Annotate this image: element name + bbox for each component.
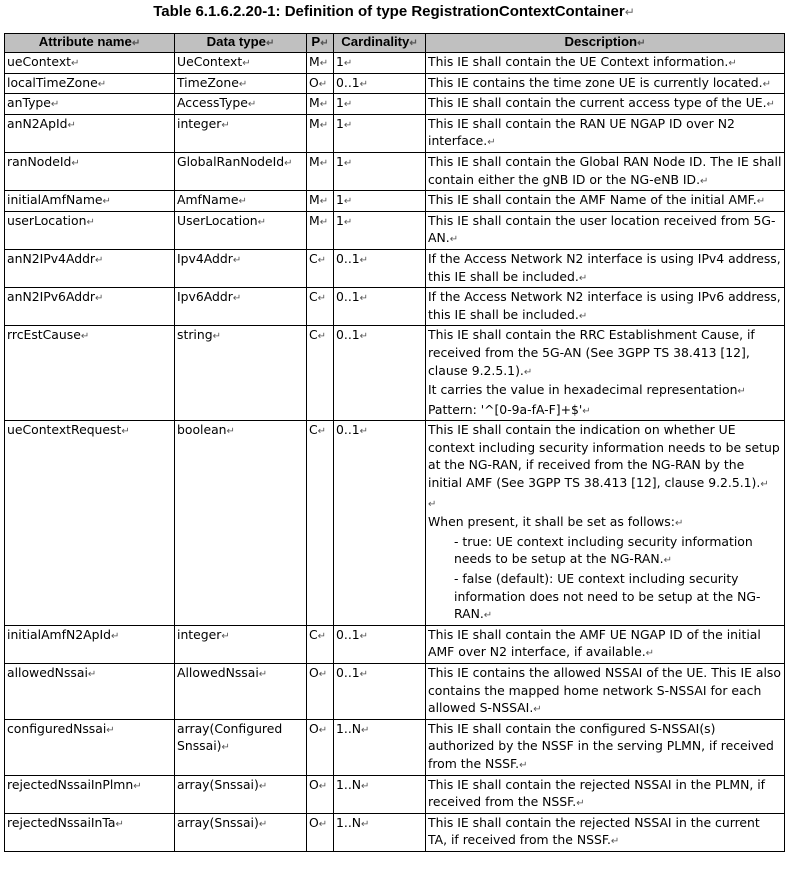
description-cell — [426, 191, 785, 212]
attribute-name-cell: allowedNssai↵ — [5, 664, 175, 720]
table-row — [5, 421, 785, 626]
description-text: This IE shall contain the rejected NSSAI in the current TA, if received from the NSSF.↵ — [428, 814, 760, 848]
data-type-cell: AllowedNssai↵ — [175, 664, 307, 720]
presence-cell: M↵ — [307, 53, 334, 74]
data-type-cell: UserLocation↵ — [175, 211, 307, 249]
data-type-cell: string↵ — [175, 326, 307, 421]
table-caption: Table 6.1.6.2.20-1: Definition of type RegistrationContextContainer↵ — [153, 3, 635, 20]
description-text: This IE shall contain the AMF UE NGAP ID of the initial AMF over N2 interface, if available.↵ — [428, 626, 761, 660]
data-type-cell: Ipv4Addr↵ — [175, 249, 307, 287]
presence-cell: C↵ — [307, 288, 334, 326]
cardinality-cell: 1↵ — [334, 114, 426, 152]
cardinality-cell: 0..1↵ — [334, 73, 426, 94]
data-type-cell: array(Snssai)↵ — [175, 775, 307, 813]
presence-cell: C↵ — [307, 326, 334, 421]
description-cell — [426, 53, 785, 74]
attribute-name-cell: ueContext↵ — [5, 53, 175, 74]
data-type-cell: AmfName↵ — [175, 191, 307, 212]
table-row — [5, 775, 785, 813]
presence-cell: M↵ — [307, 191, 334, 212]
data-type-cell: boolean↵ — [175, 421, 307, 626]
attribute-name-cell: anN2IPv4Addr↵ — [5, 249, 175, 287]
attribute-name-cell: userLocation↵ — [5, 211, 175, 249]
description-cell — [426, 421, 785, 626]
table-row — [5, 326, 785, 421]
data-type-cell: GlobalRanNodeId↵ — [175, 152, 307, 190]
description-cell — [426, 211, 785, 249]
attribute-name-cell: initialAmfName↵ — [5, 191, 175, 212]
presence-cell: O↵ — [307, 73, 334, 94]
cardinality-cell: 0..1↵ — [334, 326, 426, 421]
description-cell — [426, 813, 785, 851]
description-cell — [426, 775, 785, 813]
enum-item-false: - false (default): UE context including security information does not need to be setup at the NG-RAN.↵ — [454, 571, 761, 622]
table-row — [5, 288, 785, 326]
presence-cell: O↵ — [307, 719, 334, 775]
presence-cell: O↵ — [307, 813, 334, 851]
attribute-name-cell: anN2ApId↵ — [5, 114, 175, 152]
description-text: This IE shall contain the current access type of the UE.↵ — [428, 95, 775, 111]
attribute-name-cell: ranNodeId↵ — [5, 152, 175, 190]
description-cell — [426, 288, 785, 326]
table-row — [5, 625, 785, 663]
data-type-cell: integer↵ — [175, 114, 307, 152]
description-text: It carries the value in hexadecimal representation↵ — [428, 382, 746, 398]
table-row — [5, 152, 785, 190]
presence-cell: C↵ — [307, 249, 334, 287]
description-cell — [426, 249, 785, 287]
presence-cell: M↵ — [307, 94, 334, 115]
description-text: This IE shall contain the RAN UE NGAP ID over N2 interface.↵ — [428, 115, 735, 149]
table-row — [5, 73, 785, 94]
cardinality-cell: 1↵ — [334, 191, 426, 212]
description-cell — [426, 625, 785, 663]
cardinality-cell: 0..1↵ — [334, 421, 426, 626]
description-text: This IE shall contain the configured S-NSSAI(s) authorized by the NSSF in the serving PLMN, if received from the NSSF.↵ — [428, 720, 774, 771]
data-type-cell: array(Configured Snssai)↵ — [175, 719, 307, 775]
presence-cell: O↵ — [307, 664, 334, 720]
description-text: When present, it shall be set as follows:↵ — [428, 514, 684, 530]
table-row — [5, 191, 785, 212]
cardinality-cell: 1↵ — [334, 211, 426, 249]
description-cell — [426, 94, 785, 115]
description-cell — [426, 326, 785, 421]
cardinality-cell: 1..N↵ — [334, 813, 426, 851]
data-type-cell: Ipv6Addr↵ — [175, 288, 307, 326]
cardinality-cell: 1↵ — [334, 53, 426, 74]
attribute-name-cell: anN2IPv6Addr↵ — [5, 288, 175, 326]
description-cell — [426, 664, 785, 720]
enum-item-true: - true: UE context including security information needs to be setup at the NG-RAN.↵ — [454, 533, 753, 567]
description-text: This IE shall contain the rejected NSSAI in the PLMN, if received from the NSSF.↵ — [428, 776, 766, 810]
table-row — [5, 114, 785, 152]
cardinality-cell: 1..N↵ — [334, 719, 426, 775]
description-cell — [426, 73, 785, 94]
table-row — [5, 53, 785, 74]
table-body — [5, 53, 785, 852]
table-row — [5, 249, 785, 287]
attribute-name-cell: rejectedNssaiInTa↵ — [5, 813, 175, 851]
description-text: Pattern: '^[0-9a-fA-F]+$'↵ — [428, 401, 591, 417]
header-data-type: Data type↵ — [175, 34, 307, 53]
description-text: This IE shall contain the user location received from 5G-AN.↵ — [428, 212, 776, 246]
description-text: If the Access Network N2 interface is using IPv6 address, this IE shall be included.↵ — [428, 289, 781, 322]
table-row — [5, 94, 785, 115]
header-description: Description↵ — [426, 34, 785, 53]
description-text: This IE shall contain the AMF Name of the initial AMF.↵ — [428, 192, 766, 208]
data-type-cell: AccessType↵ — [175, 94, 307, 115]
header-attribute-name: Attribute name↵ — [5, 34, 175, 53]
cardinality-cell: 0..1↵ — [334, 249, 426, 287]
description-text: This IE shall contain the RRC Establishment Cause, if received from the 5G-AN (See 3GPP TS 38.413 [12], clause 9.2.5.1).↵ — [428, 327, 755, 378]
header-cardinality: Cardinality↵ — [334, 34, 426, 53]
table-row — [5, 719, 785, 775]
attribute-name-cell: rejectedNssaiInPlmn↵ — [5, 775, 175, 813]
cardinality-cell: 0..1↵ — [334, 288, 426, 326]
table-row — [5, 664, 785, 720]
description-cell — [426, 719, 785, 775]
definition-table — [4, 33, 785, 852]
presence-cell: O↵ — [307, 775, 334, 813]
table-row — [5, 813, 785, 851]
header-presence: P↵ — [307, 34, 334, 53]
cardinality-cell: 1..N↵ — [334, 775, 426, 813]
blank-paragraph: ↵ — [428, 498, 437, 510]
cardinality-cell: 1↵ — [334, 152, 426, 190]
attribute-name-cell: ueContextRequest↵ — [5, 421, 175, 626]
table-caption-text: Table 6.1.6.2.20-1: Definition of type RegistrationContextContainer — [153, 3, 625, 20]
data-type-cell: UeContext↵ — [175, 53, 307, 74]
description-cell — [426, 152, 785, 190]
presence-cell: C↵ — [307, 421, 334, 626]
table-row — [5, 211, 785, 249]
description-cell — [426, 114, 785, 152]
attribute-name-cell: anType↵ — [5, 94, 175, 115]
data-type-cell: array(Snssai)↵ — [175, 813, 307, 851]
description-text: This IE contains the allowed NSSAI of the UE. This IE also contains the mapped home network S-NSSAI for each allowed S-NSSAI.↵ — [428, 665, 781, 716]
description-text: This IE shall contain the UE Context information.↵ — [428, 54, 737, 69]
data-type-cell: integer↵ — [175, 625, 307, 663]
attribute-name-cell: configuredNssai↵ — [5, 719, 175, 775]
presence-cell: M↵ — [307, 211, 334, 249]
attribute-name-cell: localTimeZone↵ — [5, 73, 175, 94]
presence-cell: M↵ — [307, 152, 334, 190]
attribute-name-cell: initialAmfN2ApId↵ — [5, 625, 175, 663]
description-text: This IE shall contain the Global RAN Node ID. The IE shall contain either the gNB ID or the NG-eNB ID.↵ — [428, 153, 782, 187]
cardinality-cell: 1↵ — [334, 94, 426, 115]
presence-cell: C↵ — [307, 625, 334, 663]
description-text: If the Access Network N2 interface is using IPv4 address, this IE shall be included.↵ — [428, 250, 781, 284]
attribute-name-cell: rrcEstCause↵ — [5, 326, 175, 421]
cardinality-cell: 0..1↵ — [334, 625, 426, 663]
cardinality-cell: 0..1↵ — [334, 664, 426, 720]
data-type-cell: TimeZone↵ — [175, 73, 307, 94]
description-text: This IE contains the time zone UE is currently located.↵ — [428, 74, 771, 90]
header-row — [5, 34, 785, 53]
description-text: This IE shall contain the indication on whether UE context including security information needs to be setup at the NG-RAN, if received from the NG-RAN by the initial AMF (See 3GPP TS 38.413 [12], clause 9.2.5.1).↵ — [428, 422, 780, 491]
presence-cell: M↵ — [307, 114, 334, 152]
